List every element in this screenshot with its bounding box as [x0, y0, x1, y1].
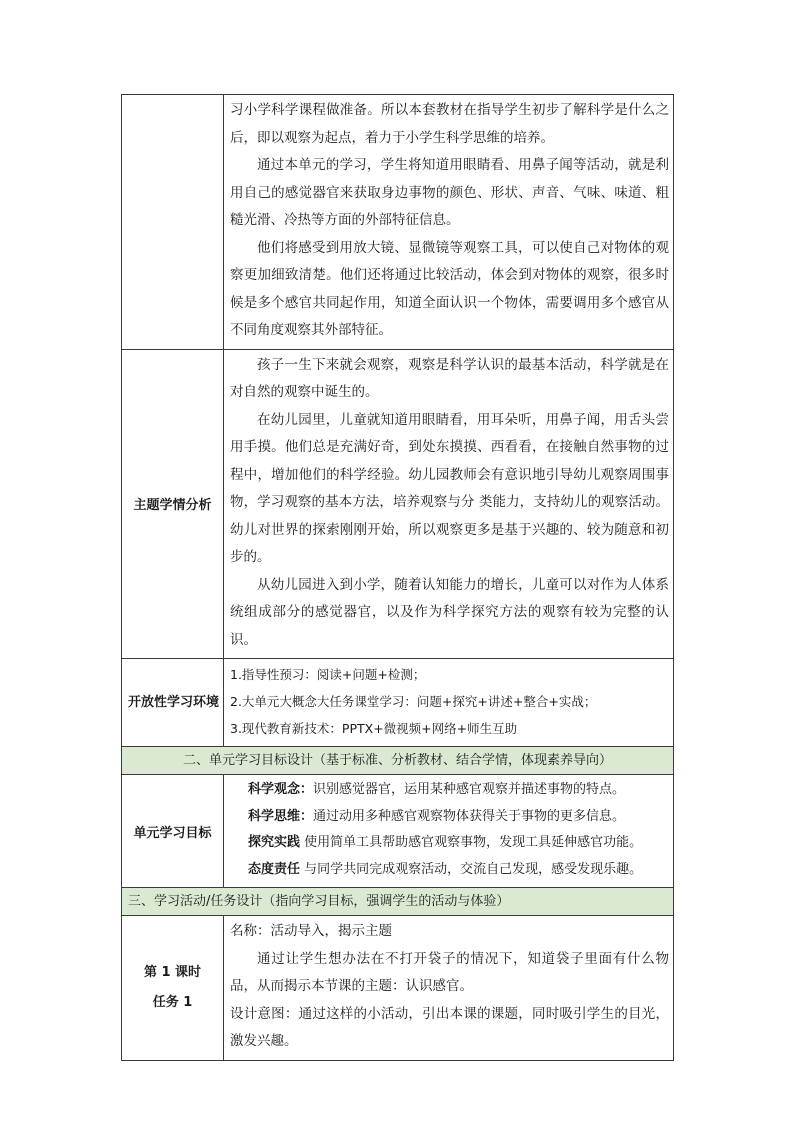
intro-row	[122, 95, 674, 350]
intro-content-cell	[224, 95, 674, 350]
unit-objectives-label: 单元学习目标	[122, 775, 224, 888]
lesson-number: 第 1 课时	[143, 964, 202, 980]
open-environment-content	[224, 659, 674, 747]
section-three-title: 三、学习活动/任务设计（指向学习目标，强调学生的活动与体验）	[122, 888, 674, 916]
objective-text: 识别感觉器官，运用某种感官观察并描述事物的特点。	[313, 782, 626, 797]
objective-key: 科学思维：	[248, 808, 314, 824]
task-one-row	[122, 916, 674, 1061]
objective-text: 使用简单工具帮助感官观察事物，发现工具延伸感官功能。	[300, 835, 643, 850]
section-two-header-row	[122, 747, 674, 775]
task-intent: 设计意图：通过这样的小活动，引出本课的课题，同时吸引学生的目光，激发兴趣。	[230, 1005, 669, 1049]
task-one-label	[122, 916, 224, 1061]
objective-key: 态度责任	[248, 861, 301, 877]
environment-item-1: 1.指导性预习：阅读+问题+检测；	[230, 667, 426, 682]
open-environment-label: 开放性学习环境	[122, 659, 224, 747]
objective-key: 科学观念：	[248, 782, 314, 797]
task-description: 通过让学生想办法在不打开袋子的情况下，知道袋子里面有什么物品，从而揭示本节课的主题：认识感官。	[230, 950, 669, 994]
objective-item-4	[230, 857, 669, 884]
intro-label-cell	[122, 95, 224, 350]
learner-analysis-label: 主题学情分析	[122, 349, 224, 659]
learner-paragraph-2: 在幼儿园里，儿童就知道用眼睛看，用耳朵听，用鼻子闻，用舌头尝用手摸。他们总是充满好奇，到处东摸摸、西看看，在接触自然事物的过程中，增加他们的科学经验。幼儿园教师会有意识地引导幼儿观察周围事物，学习观察的基本方法，培养观察与分 类能力，支持幼儿的观察活动。幼儿对世界的探索刚刚开始，所以观察更多是基于兴趣的、较为随意和初步的。	[230, 411, 669, 565]
objective-item-2	[230, 804, 669, 831]
section-three-header-row	[122, 888, 674, 916]
intro-paragraph-3: 他们将感受到用放大镜、显微镜等观察工具，可以使自己对物体的观察更加细致清楚。他们还将通过比较活动，体会到对物体的观察，很多时候是多个感官共同起作用，知道全面认识一个物体，需要调用多个感官从不同角度观察其外部特征。	[230, 239, 669, 338]
learner-analysis-row	[122, 349, 674, 659]
task-one-content	[224, 916, 674, 1061]
learner-analysis-content	[224, 349, 674, 659]
environment-item-2: 2.大单元大概念大任务课堂学习：问题+探究+讲述+整合+实战；	[230, 694, 597, 709]
learner-paragraph-1: 孩子一生下来就会观察，观察是科学认识的最基本活动，科学就是在对自然的观察中诞生的。	[230, 356, 669, 400]
intro-paragraph-2: 通过本单元的学习，学生将知道用眼睛看、用鼻子闻等活动，就是利用自己的感觉器官来获取身边事物的颜色、形状、声音、气味、味道、粗糙光滑、冷热等方面的外部特征信息。	[230, 157, 669, 228]
objective-text: 通过动用多种感官观察物体获得关于事物的更多信息。	[313, 808, 626, 824]
objective-key: 探究实践	[248, 835, 301, 850]
unit-objectives-row	[122, 775, 674, 888]
objective-item-3	[230, 830, 669, 857]
task-name: 名称：活动导入，揭示主题	[230, 923, 392, 939]
intro-paragraph-1: 习小学科学课程做准备。所以本套教材在指导学生初步了解科学是什么之后，即以观察为起点，着力于小学生科学思维的培养。	[230, 102, 669, 146]
objective-item-1	[230, 777, 669, 804]
unit-objectives-content	[224, 775, 674, 888]
section-two-title: 二、单元学习目标设计（基于标准、分析教材、结合学情，体现素养导向）	[122, 747, 674, 775]
objective-text: 与同学共同完成观察活动，交流自己发现，感受发现乐趣。	[300, 861, 643, 877]
learner-paragraph-3: 从幼儿园进入到小学，随着认知能力的增长，儿童可以对作为人体系统组成部分的感觉器官，以及作为科学探究方法的观察有较为完整的认识。	[230, 576, 669, 648]
task-number: 任务 1	[152, 994, 193, 1010]
open-environment-row	[122, 659, 674, 747]
environment-item-3: 3.现代教育新技术：PPTX+微视频+网络+师生互助	[230, 721, 518, 736]
lesson-plan-table	[121, 94, 674, 1061]
